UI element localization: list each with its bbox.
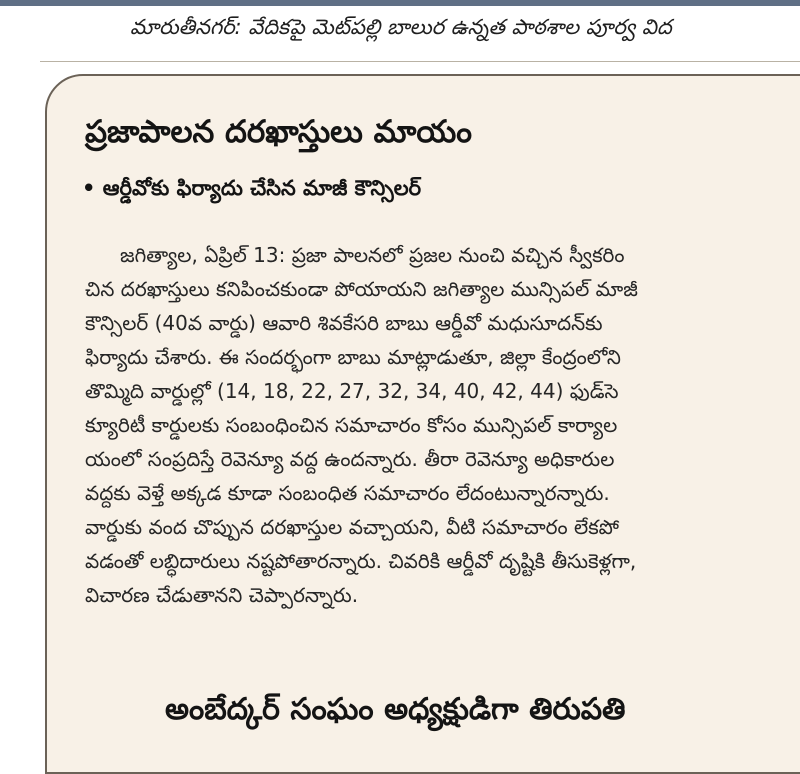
top-edge-strip: [0, 0, 800, 6]
body-line: క్యూరిటీ కార్డులకు సంబంధించిన సమాచారం కోసం మున్సిపల్ కార్యాల: [85, 413, 618, 437]
article-headline: ప్రజాపాలన దరఖాస్తులు మాయం: [85, 114, 473, 150]
article-body: [85, 238, 785, 612]
body-line: తొమ్మిది వార్డుల్లో (14, 18, 22, 27, 32, 34, 40, 42, 44) ఫుడ్‌సె: [85, 379, 619, 403]
body-line: వడంతో లబ్ధిదారులు నష్టపోతారన్నారు. చివరికి ఆర్డీవో దృష్టికి తీసుకెళ్లగా,: [85, 549, 637, 573]
body-line: వార్డుకు వంద చొప్పున దరఖాస్తుల వచ్చాయని, వీటి సమాచారం లేకపో: [85, 515, 619, 539]
body-line: కౌన్సిలర్ (40వ వార్డు) ఆవారి శివకేసరి బాబు ఆర్డీవో మధుసూదన్‌కు: [85, 311, 603, 335]
body-line: యంలో సంప్రదిస్తే రెవెన్యూ వద్ద ఉందన్నారు. తీరా రెవెన్యూ అధికారుల: [85, 447, 615, 471]
body-line: విచారణ చేడుతానని చెప్పారన్నారు.: [85, 583, 359, 607]
body-line: జగిత్యాల, ఏప్రిల్ 13: ప్రజా పాలనలో ప్రజల నుంచి వచ్చిన స్వీకరిం: [120, 243, 625, 267]
article-subhead: • ఆర్డీవోకు ఫిర్యాదు చేసిన మాజీ కౌన్సిలర్: [82, 176, 422, 200]
next-article-headline: అంబేద్కర్ సంఘం అధ్యక్షుడిగా తిరుపతి: [165, 692, 626, 727]
photo-caption: మారుతీనగర్: వేదికపై మెట్‌పల్లి బాలుర ఉన్నత పాఠశాల పూర్వ విద: [130, 15, 672, 39]
body-line: చిన దరఖాస్తులు కనిపించకుండా పోయాయని జగిత్యాల మున్సిపల్ మాజీ: [85, 277, 638, 301]
body-line: ఫిర్యాదు చేశారు. ఈ సందర్భంగా బాబు మాట్లాడుతూ, జిల్లా కేంద్రంలోని: [85, 345, 621, 369]
body-line: వద్దకు వెళ్తే అక్కడ కూడా సంబంధిత సమాచారం లేదంటున్నారన్నారు.: [85, 481, 610, 505]
divider-line: [40, 61, 800, 62]
